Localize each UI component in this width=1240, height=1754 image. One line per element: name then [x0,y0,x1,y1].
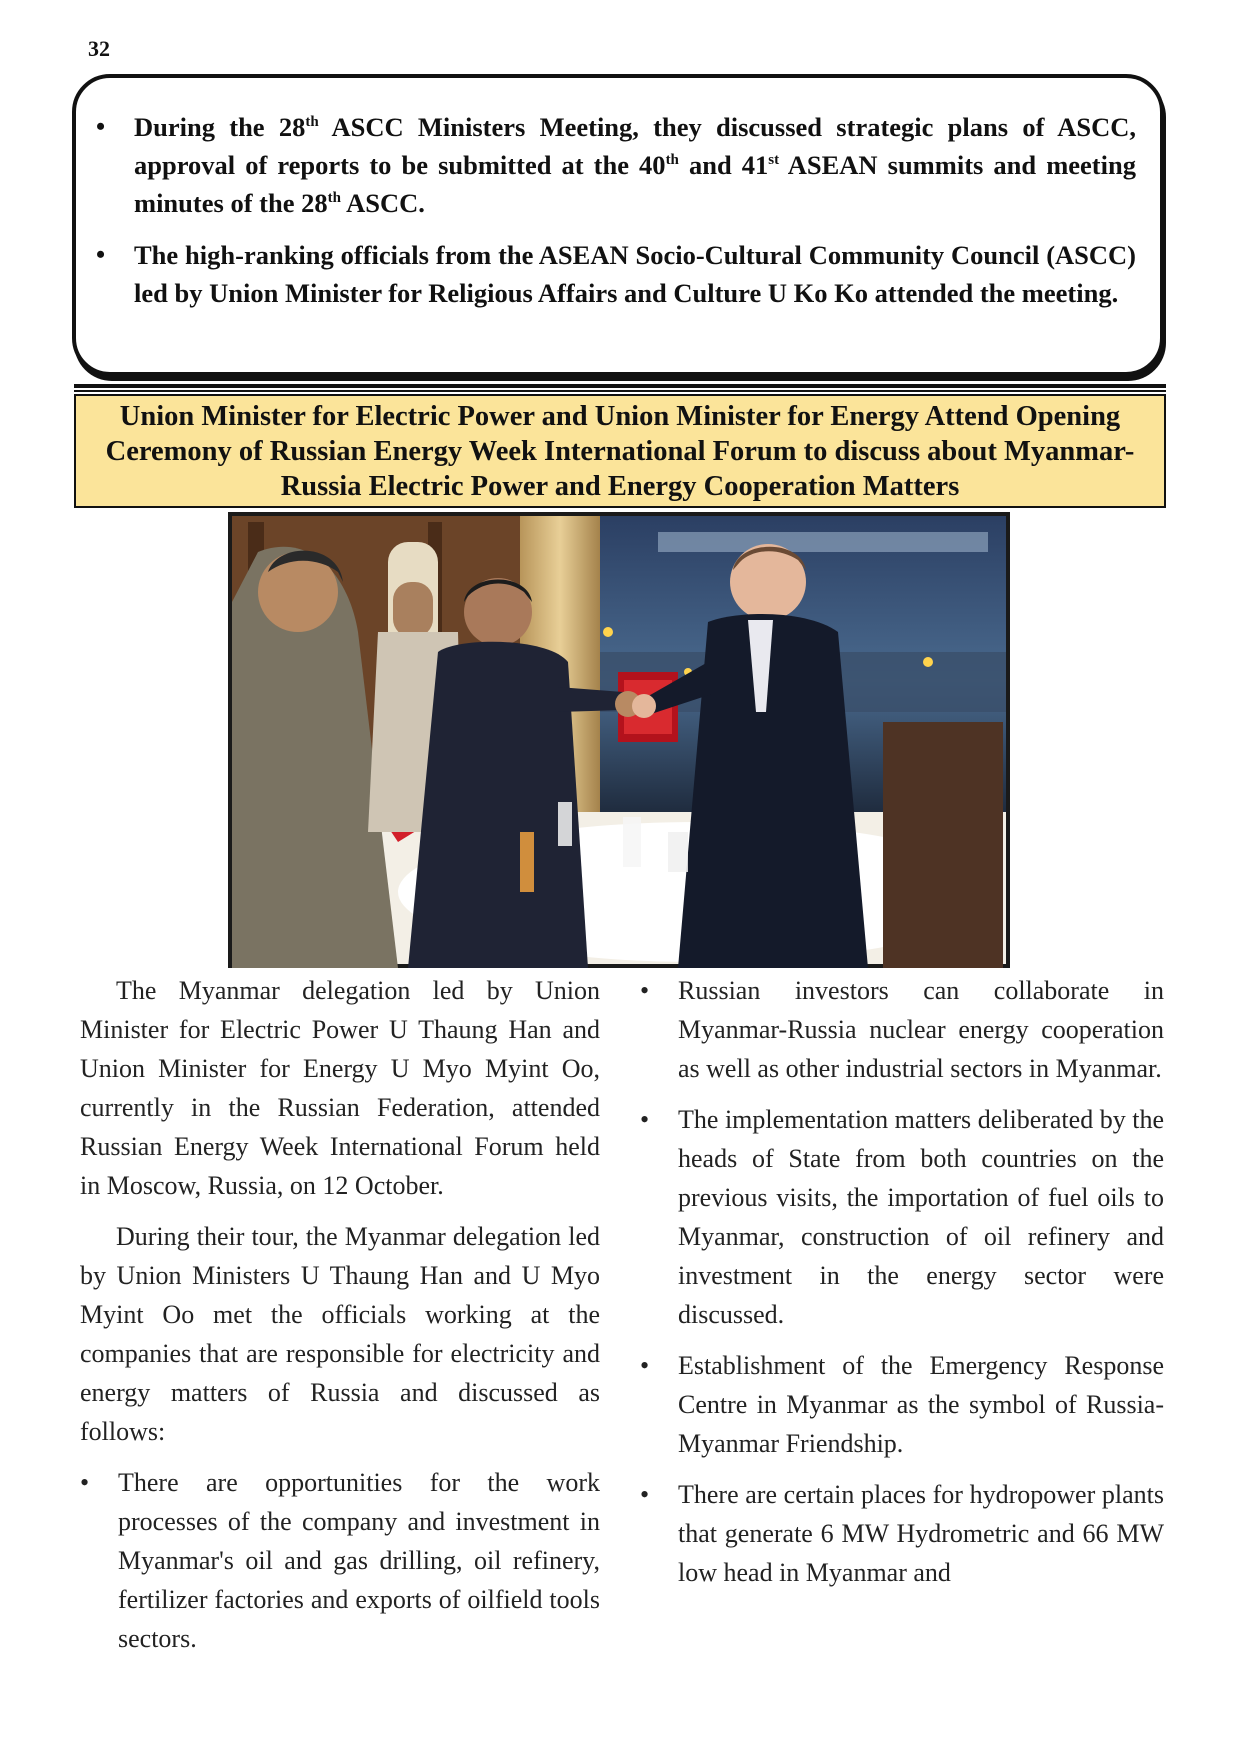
article-column-right [640,971,1164,1604]
summary-text: ASCC Ministers Meeting, they discussed strategic plans of ASCC, approval of reports to be submitted at the 40 [134,112,1136,180]
divider-rule-thin [74,390,1166,392]
article-paragraph: The Myanmar delegation led by Union Minister for Electric Power U Thaung Han and Union Minister for Energy U Myo Myint Oo, currently in the Russian Federation, attended Russian Energy Week International Forum held in Moscow, Russia, on 12 October. [80,976,600,1200]
divider-rule [74,384,1166,388]
discussion-item: • There are certain places for hydropower plants that generate 6 MW Hydrometric and 66 MW low head in Myanmar and [640,1475,1164,1592]
page-number: 32 [88,36,110,61]
discussion-list [80,1463,600,1658]
ordinal-suffix: st [768,152,780,169]
article-headline: Union Minister for Electric Power and Union Minister for Energy Attend Opening Ceremony of Russian Energy Week International Forum to discuss about Myanmar-Russia Electric Power and Energy Cooperation Matters [105,400,1135,502]
summary-text: and 41 [678,150,769,180]
ordinal-suffix: th [305,114,319,131]
summary-text: ASCC. [340,188,425,218]
headline-box [74,394,1166,508]
summary-text: ASEAN summits and meeting minutes of the 28 [134,150,1136,218]
discussion-item [80,1463,600,1658]
summary-text: During the 28 [134,112,306,142]
discussion-item: • Establishment of the Emergency Response Centre in Myanmar as the symbol of Russia-Myanmar Friendship. [640,1346,1164,1463]
discussion-item: • Russian investors can collaborate in Myanmar-Russia nuclear energy cooperation as well as other industrial sectors in Myanmar. [640,971,1164,1088]
summary-box [72,74,1164,376]
article-column-left [80,971,600,1670]
ordinal-suffix: th [665,152,679,169]
discussion-list-continued [640,971,1164,1592]
discussion-item-text: There are opportunities for the work processes of the company and investment in Myanmar's oil and gas drilling, oil refinery, fertilizer factories and exports of oilfield tools sectors. [118,1468,600,1653]
handshake-photo [228,512,1010,968]
summary-item-officials: • The high-ranking officials from the ASEAN Socio-Cultural Community Council (ASCC) led by Union Minister for Religious Affairs and Culture U Ko Ko attended the meeting. [134,236,1136,312]
article-paragraph: During their tour, the Myanmar delegation led by Union Ministers U Thaung Han and U Myo Myint Oo met the officials working at the companies that are responsible for electricity and energy matters of Russia and discussed as follows: [80,1222,600,1446]
summary-list [134,108,1136,326]
discussion-item: • The implementation matters deliberated by the heads of State from both countries on the previous visits, the importation of fuel oils to Myanmar, construction of oil refinery and investment in the energy sector were discussed. [640,1100,1164,1334]
ordinal-suffix: th [327,190,341,207]
summary-item-ascc-meeting [134,108,1136,222]
